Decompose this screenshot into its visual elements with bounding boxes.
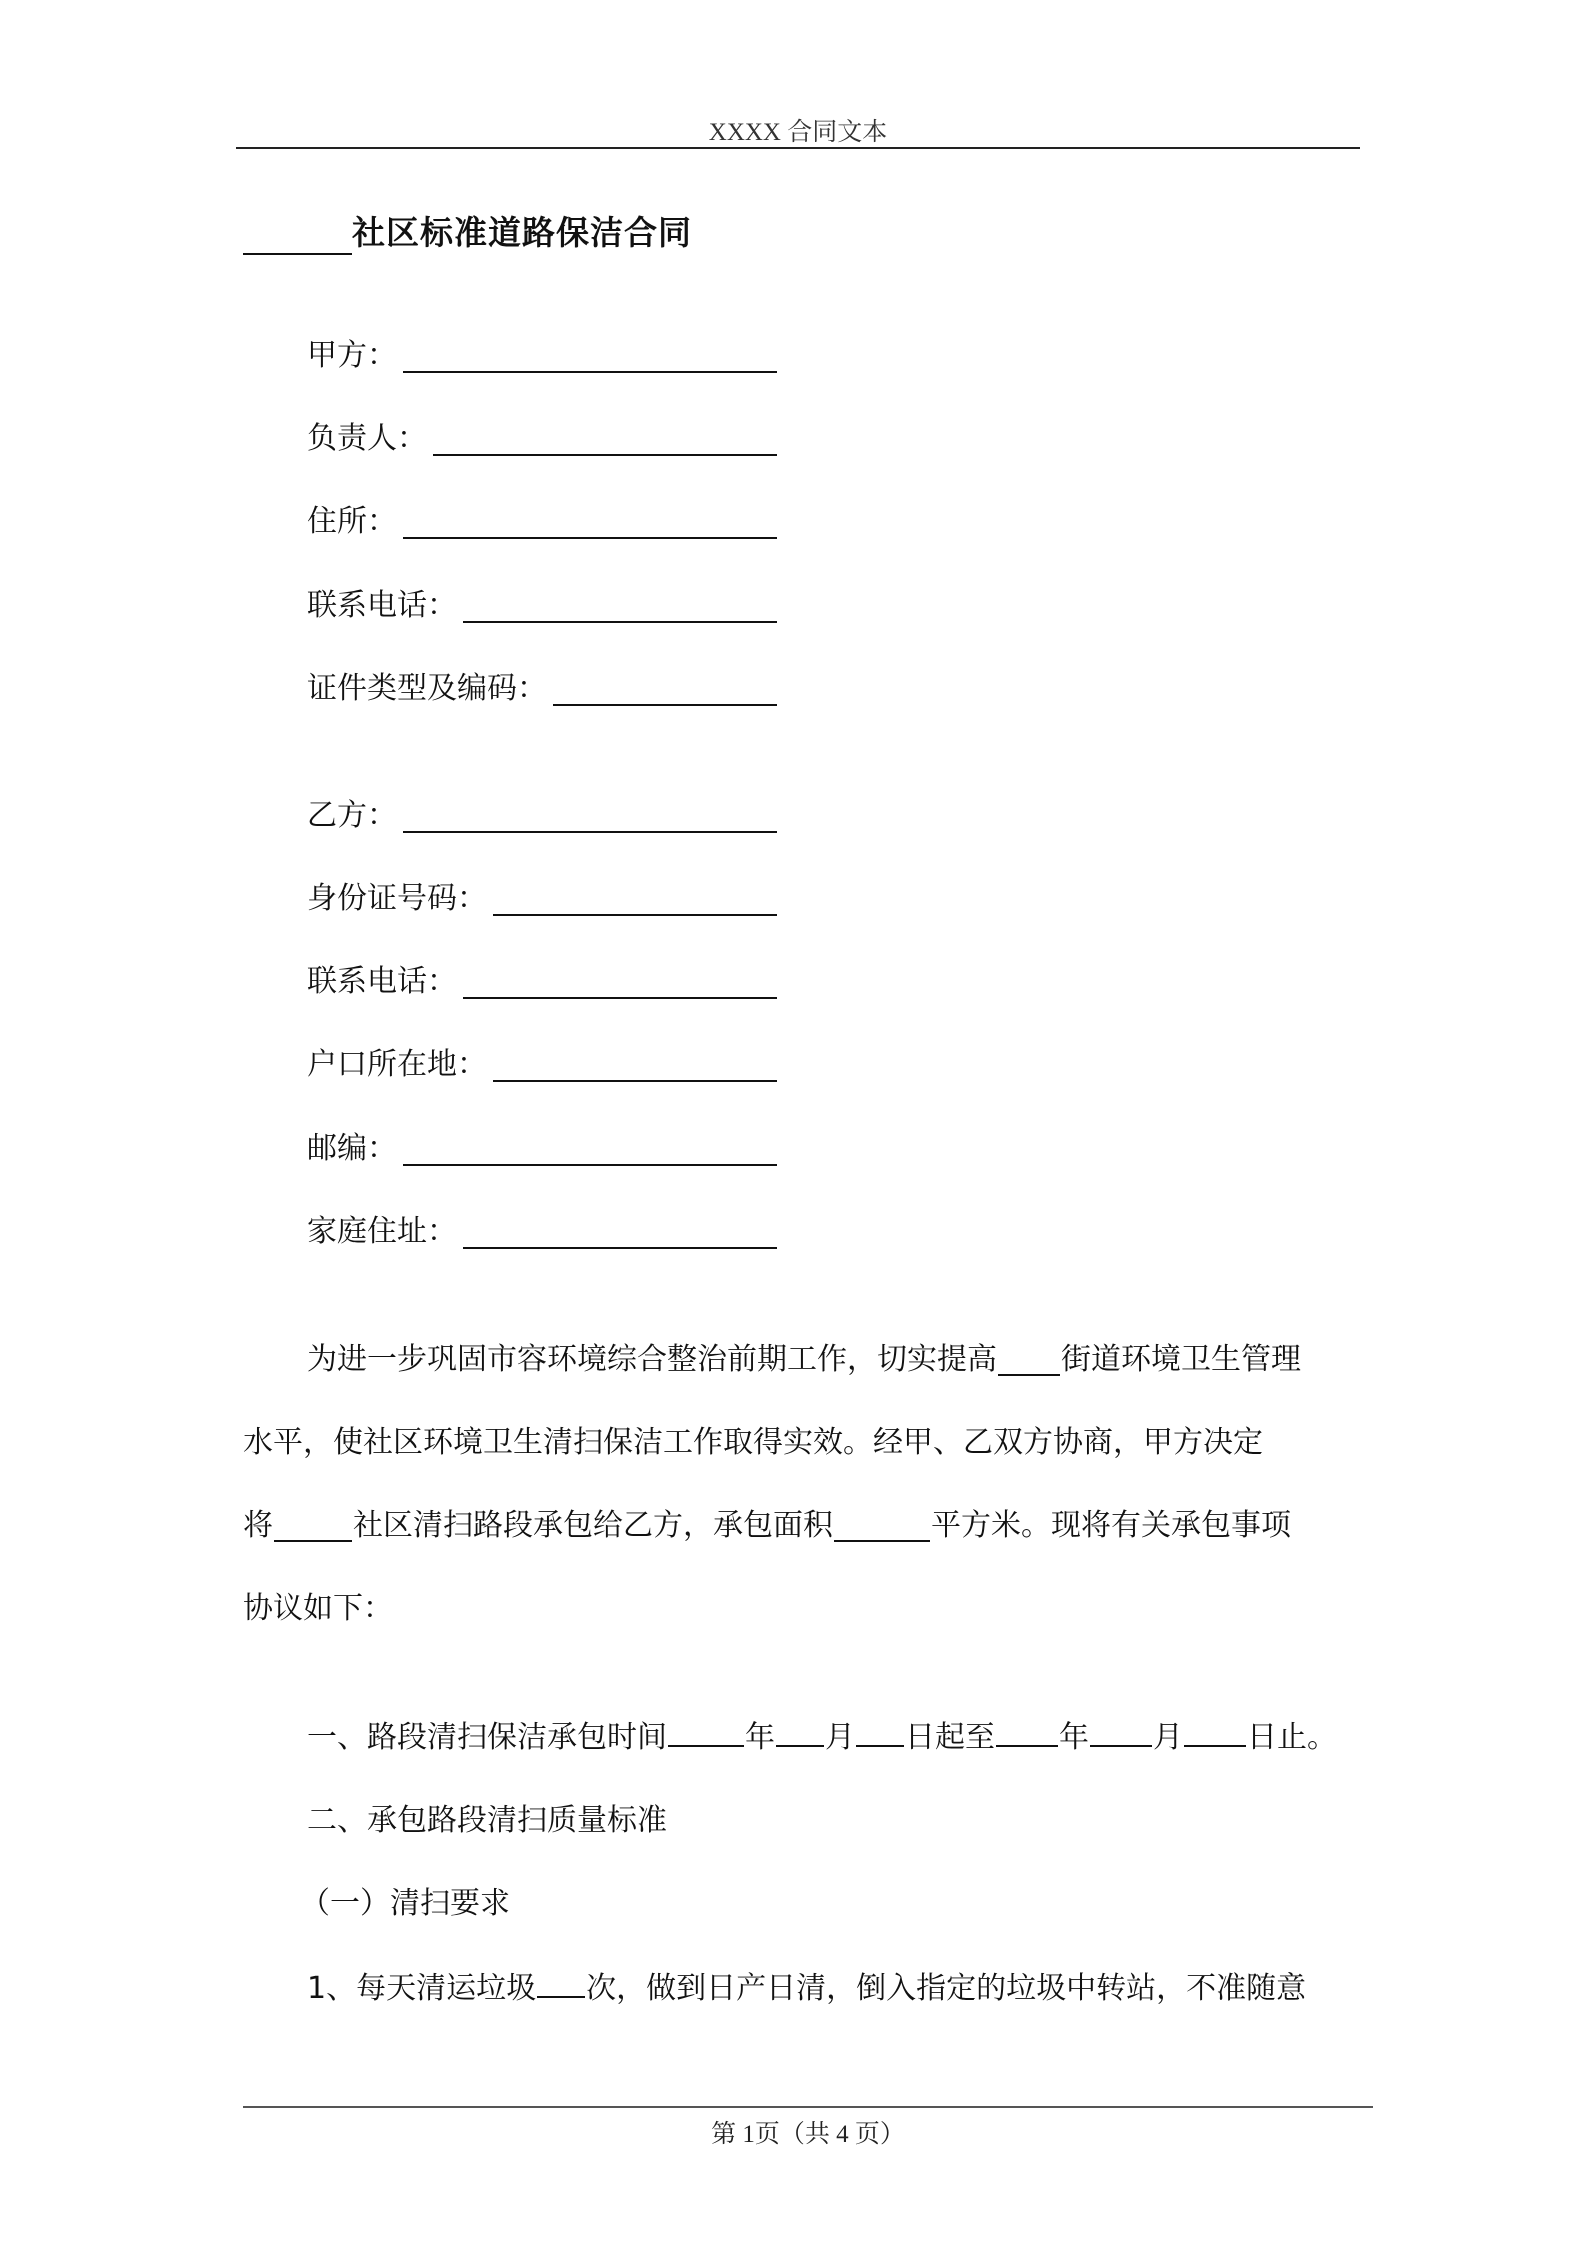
party-b-phone-blank[interactable] xyxy=(463,961,777,999)
party-b-hukou-blank[interactable] xyxy=(493,1044,777,1082)
clause-1-year-1: 年 xyxy=(745,1720,775,1755)
item-1-text-b: 次，做到日产日清，倒入指定的垃圾中转站，不准随意 xyxy=(586,1971,1307,2006)
end-month-blank[interactable] xyxy=(1090,1715,1152,1747)
party-b-hukou-field xyxy=(307,1041,777,1085)
intro-text-3b: 社区清扫路段承包给乙方，承包面积 xyxy=(353,1508,833,1543)
intro-line-4 xyxy=(243,1567,1355,1650)
party-a-address-blank[interactable] xyxy=(403,501,777,539)
party-b-home-blank[interactable] xyxy=(463,1211,777,1249)
sub-heading-1: （一）清扫要求 xyxy=(300,1886,510,1921)
party-a-label: 甲方： xyxy=(307,338,397,373)
clause-1-year-2: 年 xyxy=(1059,1720,1089,1755)
party-b-postcode-blank[interactable] xyxy=(403,1128,777,1166)
party-b-id-label: 身份证号码： xyxy=(307,881,487,916)
times-blank[interactable] xyxy=(537,1966,585,1998)
party-b-field xyxy=(307,792,777,836)
intro-text-3c: 平方米。现将有关承包事项 xyxy=(931,1508,1291,1543)
clause-1-day-2: 日止。 xyxy=(1247,1720,1337,1755)
intro-text-1a: 为进一步巩固市容环境综合整治前期工作，切实提高 xyxy=(307,1342,997,1377)
party-b-postcode-label: 邮编： xyxy=(307,1131,397,1166)
party-b-label: 乙方： xyxy=(307,798,397,833)
header-divider xyxy=(236,147,1360,149)
intro-line-3 xyxy=(243,1484,1355,1567)
footer-divider xyxy=(243,2106,1373,2108)
intro-text-3a: 将 xyxy=(243,1508,273,1543)
clause-2: 二、承包路段清扫质量标准 xyxy=(307,1803,667,1838)
party-a-manager-blank[interactable] xyxy=(433,418,777,456)
start-month-blank[interactable] xyxy=(776,1715,824,1747)
party-b-home-label: 家庭住址： xyxy=(307,1214,457,1249)
intro-text-2: 水平，使社区环境卫生清扫保洁工作取得实效。经甲、乙双方协商，甲方决定 xyxy=(243,1425,1263,1460)
party-b-phone-field xyxy=(307,958,777,1002)
party-a-address-field xyxy=(307,498,777,542)
clause-1-text: 一、路段清扫保洁承包时间 xyxy=(307,1720,667,1755)
party-a-id-field xyxy=(307,665,777,709)
clause-1-month-1: 月 xyxy=(825,1720,855,1755)
party-a-id-blank[interactable] xyxy=(553,668,777,706)
item-1-text-a: 1、每天清运垃圾 xyxy=(307,1971,537,2006)
intro-line-1 xyxy=(243,1318,1355,1401)
party-a-id-label: 证件类型及编码： xyxy=(307,671,547,706)
party-a-field xyxy=(307,332,777,376)
page-header: XXXX 合同文本 xyxy=(708,119,888,146)
title-blank xyxy=(243,211,352,255)
party-a-address-label: 住所： xyxy=(307,504,397,539)
party-b-blank[interactable] xyxy=(403,795,777,833)
end-year-blank[interactable] xyxy=(996,1715,1058,1747)
community-blank[interactable] xyxy=(274,1510,352,1542)
start-day-blank[interactable] xyxy=(856,1715,904,1747)
intro-paragraph xyxy=(243,1318,1355,1650)
end-day-blank[interactable] xyxy=(1184,1715,1246,1747)
party-a-manager-label: 负责人： xyxy=(307,421,427,456)
title-row xyxy=(243,205,692,255)
intro-line-2 xyxy=(243,1401,1355,1484)
party-b-id-field xyxy=(307,875,777,919)
party-b-phone-label: 联系电话： xyxy=(307,964,457,999)
page-footer: 第 1页（共 4 页） xyxy=(711,2121,905,2148)
party-b-hukou-label: 户口所在地： xyxy=(307,1047,487,1082)
party-a-blank[interactable] xyxy=(403,335,777,373)
clause-1-month-2: 月 xyxy=(1153,1720,1183,1755)
area-blank[interactable] xyxy=(834,1510,930,1542)
clause-1-day-1: 日起至 xyxy=(905,1720,995,1755)
party-a-phone-label: 联系电话： xyxy=(307,588,457,623)
document-title: 社区标准道路保洁合同 xyxy=(352,213,692,252)
party-b-postcode-field xyxy=(307,1125,777,1169)
clause-1 xyxy=(307,1715,1337,1760)
party-a-phone-blank[interactable] xyxy=(463,585,777,623)
party-a-manager-field xyxy=(307,415,777,459)
party-b-home-field xyxy=(307,1208,777,1252)
street-blank[interactable] xyxy=(998,1344,1060,1376)
start-year-blank[interactable] xyxy=(668,1715,744,1747)
party-b-id-blank[interactable] xyxy=(493,878,777,916)
intro-text-4: 协议如下： xyxy=(243,1591,393,1626)
item-1 xyxy=(307,1966,1306,2011)
party-a-phone-field xyxy=(307,582,777,626)
intro-text-1b: 街道环境卫生管理 xyxy=(1061,1342,1301,1377)
